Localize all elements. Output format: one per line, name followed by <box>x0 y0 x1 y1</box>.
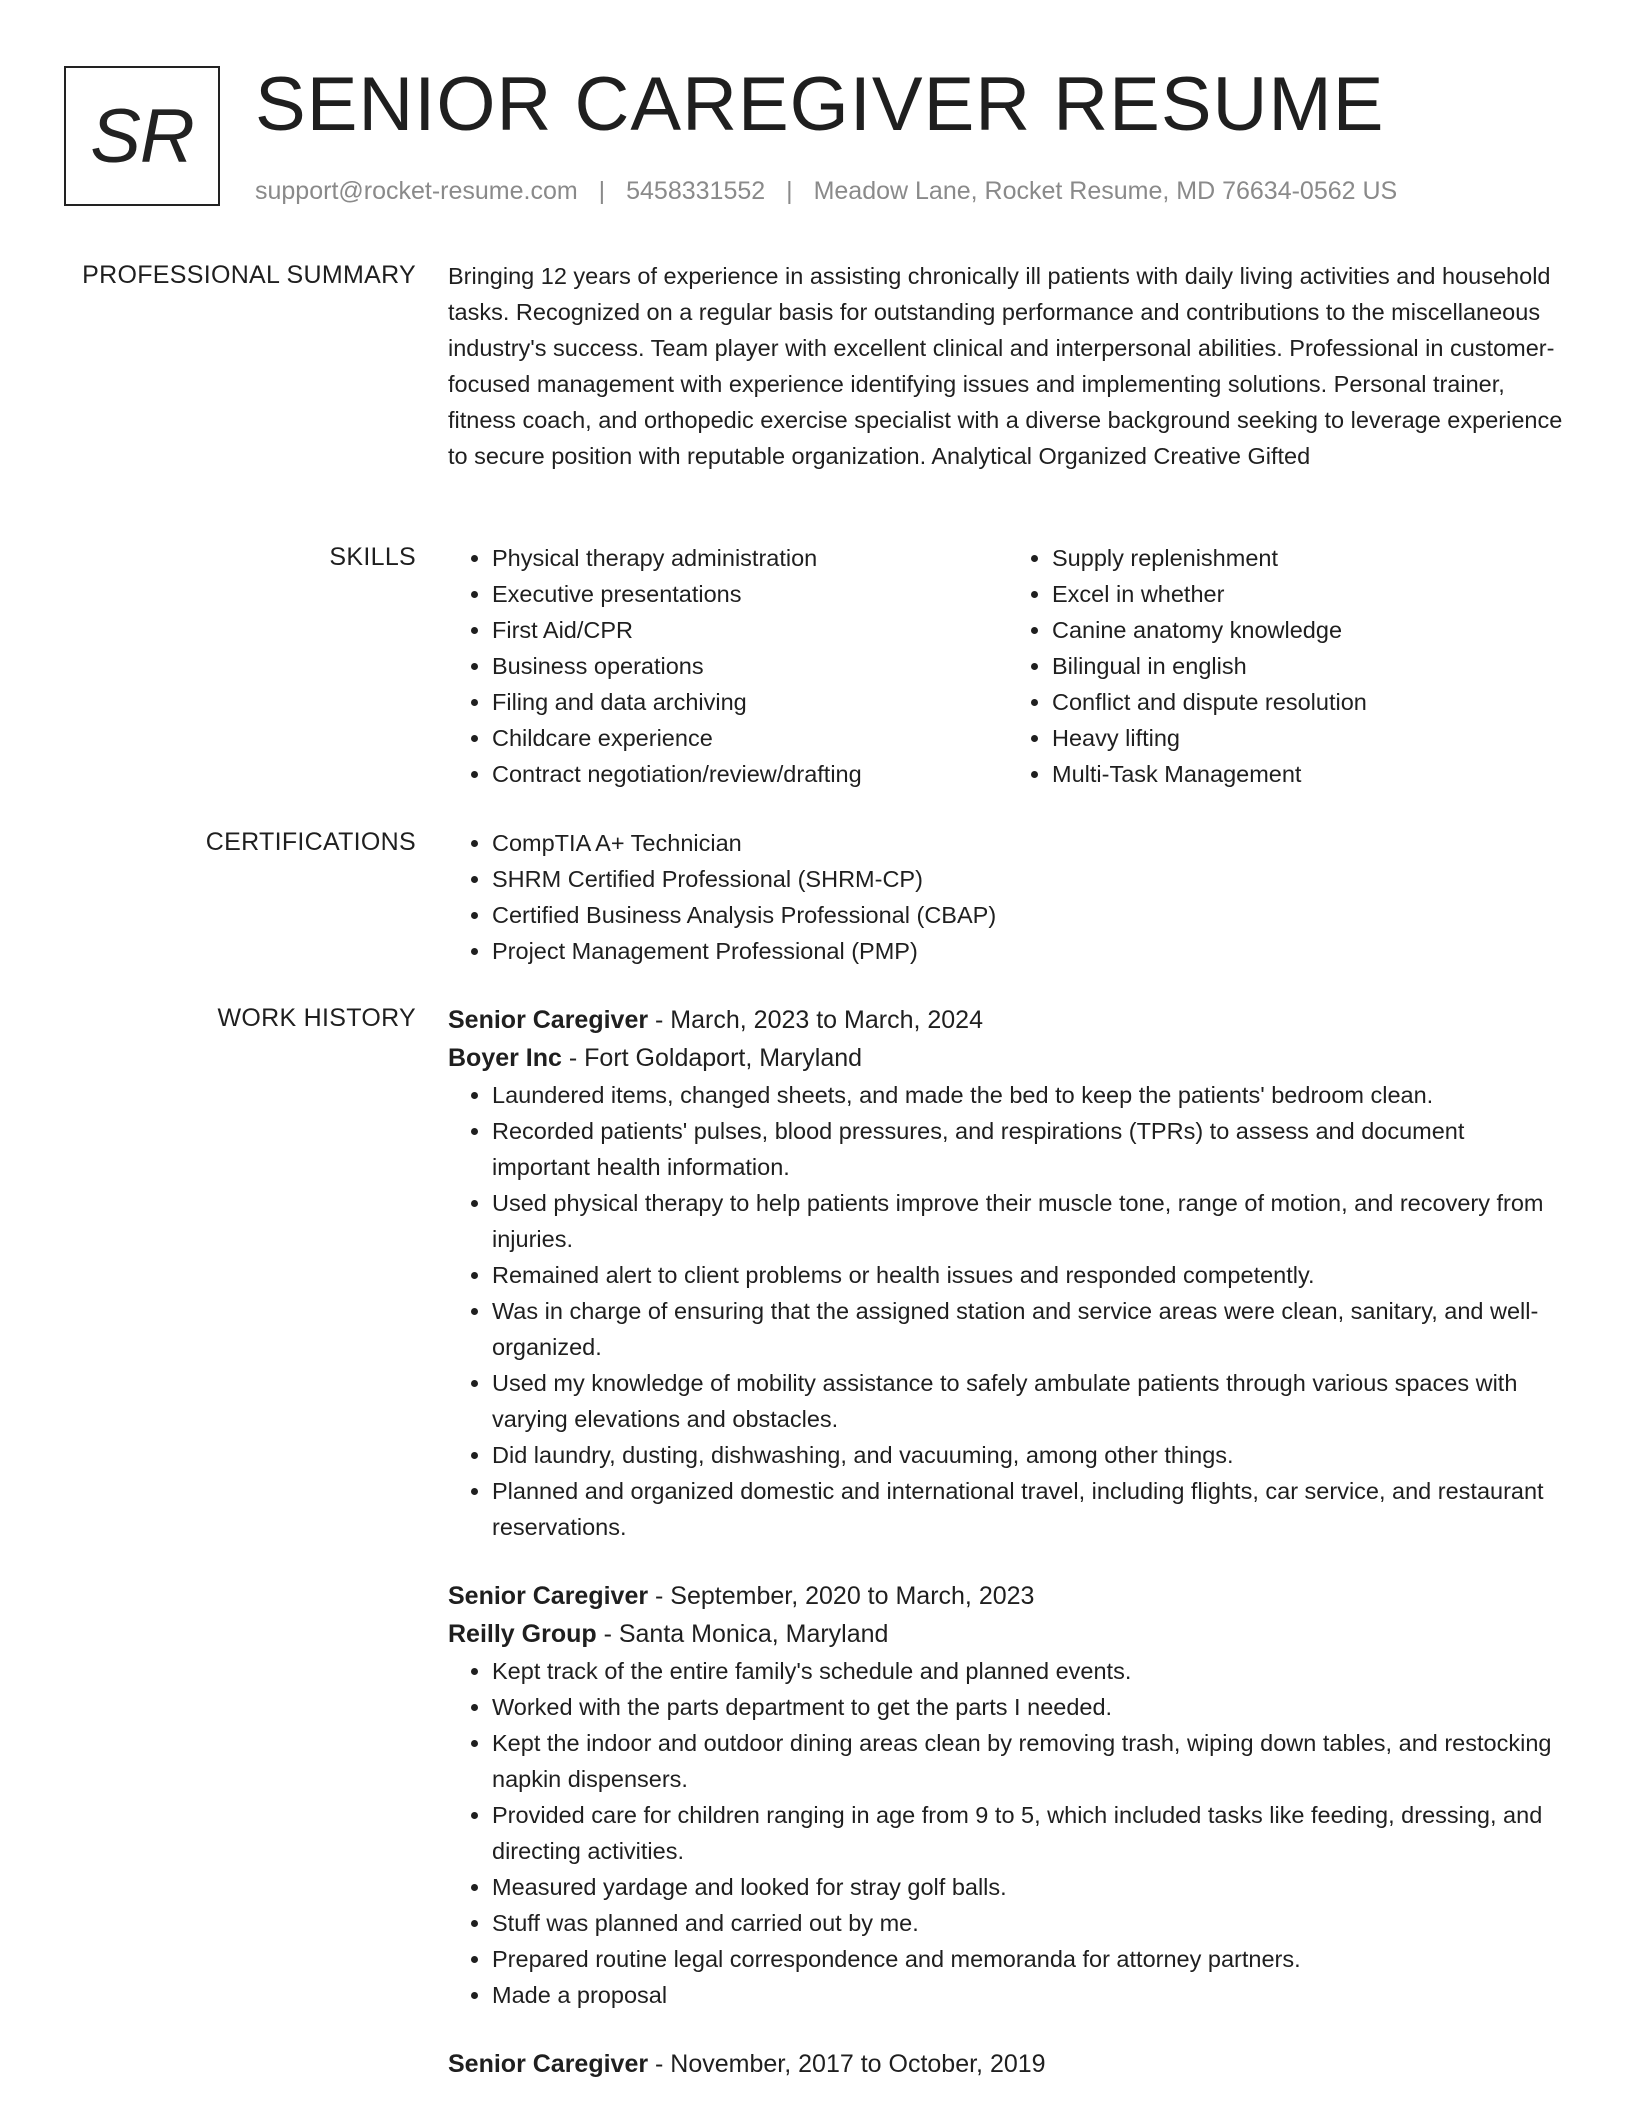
contact-separator: | <box>598 177 606 205</box>
skills-list-right <box>1008 540 1568 792</box>
certifications-list <box>448 825 1568 969</box>
list-item: • Stuff was planned and carried out by me. <box>492 1905 1568 1941</box>
job-entry <box>448 2045 1568 2083</box>
job-entry <box>448 1577 1568 2013</box>
list-item: • Multi-Task Management <box>1052 756 1568 792</box>
monogram-box: SR <box>64 66 220 206</box>
list-item: • Remained alert to client problems or health issues and responded competently. <box>492 1257 1568 1293</box>
job-bullets <box>448 1653 1568 2013</box>
job-location: - Fort Goldaport, Maryland <box>561 1044 863 1072</box>
list-item: • Did laundry, dusting, dishwashing, and vacuuming, among other things. <box>492 1437 1568 1473</box>
list-item: • First Aid/CPR <box>492 612 1008 648</box>
job-entry <box>448 1001 1568 1545</box>
list-item: • Physical therapy administration <box>492 540 1008 576</box>
list-item: • CompTIA A+ Technician <box>492 825 1568 861</box>
list-item: • Business operations <box>492 648 1008 684</box>
list-item: • Bilingual in english <box>1052 648 1568 684</box>
skills-list-left <box>448 540 1008 792</box>
job-dates: - November, 2017 to October, 2019 <box>648 2050 1046 2078</box>
section-label-skills: SKILLS <box>329 543 416 571</box>
resume-header <box>64 62 1584 216</box>
job-heading <box>448 1001 1568 1039</box>
list-item: • Certified Business Analysis Professional (CBAP) <box>492 897 1568 933</box>
list-item: • Laundered items, changed sheets, and made the bed to keep the patients' bedroom clean. <box>492 1077 1568 1113</box>
summary-body <box>448 258 1568 474</box>
list-item: • Worked with the parts department to get the parts I needed. <box>492 1689 1568 1725</box>
list-item: • Filing and data archiving <box>492 684 1008 720</box>
work-body <box>448 1001 1568 2083</box>
job-heading <box>448 2045 1568 2083</box>
list-item: • Provided care for children ranging in age from 9 to 5, which included tasks like feeding, dressing, and directing activities. <box>492 1797 1568 1869</box>
list-item: • Used physical therapy to help patients improve their muscle tone, range of motion, and recovery from injuries. <box>492 1185 1568 1257</box>
job-location: - Santa Monica, Maryland <box>596 1620 889 1648</box>
list-item: • Measured yardage and looked for stray golf balls. <box>492 1869 1568 1905</box>
list-item: • Heavy lifting <box>1052 720 1568 756</box>
list-item: • Prepared routine legal correspondence and memoranda for attorney partners. <box>492 1941 1568 1977</box>
contact-address: Meadow Lane, Rocket Resume, MD 76634-0562 US <box>813 177 1398 205</box>
job-company: Boyer Inc <box>448 1044 562 1072</box>
list-item: • Kept the indoor and outdoor dining areas clean by removing trash, wiping down tables, and restocking napkin dispensers. <box>492 1725 1568 1797</box>
job-dates: - September, 2020 to March, 2023 <box>648 1582 1035 1610</box>
list-item: • Project Management Professional (PMP) <box>492 933 1568 969</box>
section-label-summary: PROFESSIONAL SUMMARY <box>82 261 416 289</box>
list-item: • Excel in whether <box>1052 576 1568 612</box>
job-employer <box>448 1615 1568 1653</box>
resume-title: SENIOR CAREGIVER RESUME <box>255 62 1385 147</box>
skills-body <box>448 540 1568 792</box>
list-item: • Recorded patients' pulses, blood pressures, and respirations (TPRs) to assess and document important health information. <box>492 1113 1568 1185</box>
list-item: • Supply replenishment <box>1052 540 1568 576</box>
contact-phone: 5458331552 <box>626 177 766 205</box>
contact-email: support@rocket-resume.com <box>255 177 578 205</box>
list-item: • Executive presentations <box>492 576 1008 612</box>
job-bullets <box>448 1077 1568 1545</box>
section-label-certifications: CERTIFICATIONS <box>205 828 416 856</box>
list-item: • SHRM Certified Professional (SHRM-CP) <box>492 861 1568 897</box>
summary-text: Bringing 12 years of experience in assisting chronically ill patients with daily living activities and household tasks. Recognized on a regular basis for outstanding performance and contributions to the miscellaneous industry's success. Team player with excellent clinical and interpersonal abilities. Professional in customer-focused management with experience identifying issues and implementing solutions. Personal trainer, fitness coach, and orthopedic exercise specialist with a diverse background seeking to leverage experience to secure position with reputable organization. Analytical Organized Creative Gifted <box>448 263 1563 469</box>
list-item: • Made a proposal <box>492 1977 1568 2013</box>
job-dates: - March, 2023 to March, 2024 <box>648 1006 983 1034</box>
list-item: • Contract negotiation/review/drafting <box>492 756 1008 792</box>
job-company: Reilly Group <box>448 1620 597 1648</box>
list-item: • Planned and organized domestic and international travel, including flights, car service, and restaurant reservations. <box>492 1473 1568 1545</box>
job-title: Senior Caregiver <box>448 1006 649 1034</box>
list-item: • Canine anatomy knowledge <box>1052 612 1568 648</box>
contact-separator: | <box>786 177 793 205</box>
list-item: • Conflict and dispute resolution <box>1052 684 1568 720</box>
list-item: • Childcare experience <box>492 720 1008 756</box>
contact-line <box>255 174 1397 208</box>
job-employer <box>448 1039 1568 1077</box>
list-item: • Used my knowledge of mobility assistance to safely ambulate patients through various spaces with varying elevations and obstacles. <box>492 1365 1568 1437</box>
certifications-body <box>448 825 1568 969</box>
job-title: Senior Caregiver <box>448 1582 649 1610</box>
section-label-work: WORK HISTORY <box>217 1004 416 1032</box>
job-title: Senior Caregiver <box>448 2050 649 2078</box>
list-item: • Kept track of the entire family's schedule and planned events. <box>492 1653 1568 1689</box>
job-heading <box>448 1577 1568 1615</box>
list-item: • Was in charge of ensuring that the assigned station and service areas were clean, sanitary, and well-organized. <box>492 1293 1568 1365</box>
